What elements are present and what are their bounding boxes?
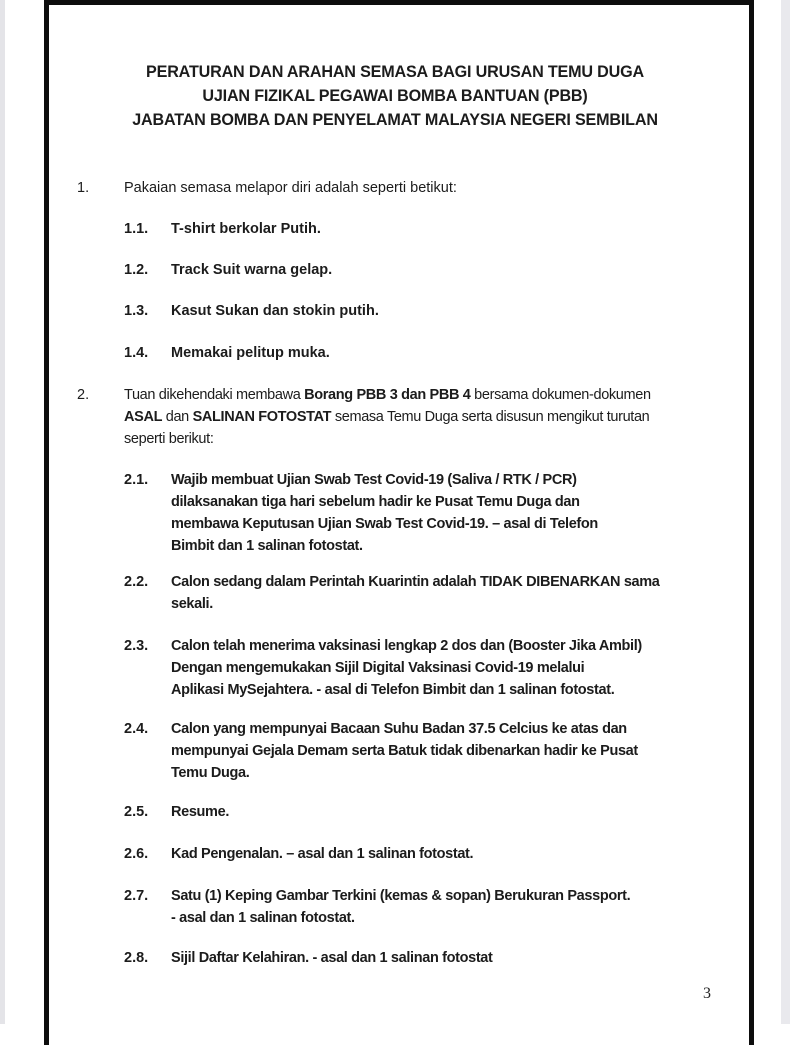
text-line: Satu (1) Keping Gambar Terkini (kemas & sopan) Berukuran Passport. xyxy=(171,888,631,904)
item-number: 1.3. xyxy=(124,303,149,319)
text-line: dilaksanakan tiga hari sebelum hadir ke Pusat Temu Duga dan xyxy=(171,494,580,510)
text-run: semasa Temu Duga serta disusun mengikut turutan xyxy=(331,409,650,425)
viewer-edge-left xyxy=(0,0,5,1024)
text-line: Wajib membuat Ujian Swab Test Covid-19 (Saliva / RTK / PCR) xyxy=(171,472,577,488)
bold-text-run: ASAL xyxy=(124,409,163,425)
text-line: Sijil Daftar Kelahiran. - asal dan 1 salinan fotostat xyxy=(171,950,493,966)
text-line: Temu Duga. xyxy=(171,765,250,781)
item-number: 2.3. xyxy=(124,638,149,654)
section-number: 1. xyxy=(77,180,90,196)
section-text xyxy=(124,384,724,450)
section-text: Pakaian semasa melapor diri adalah seperti betikut: xyxy=(124,180,457,196)
item-number: 2.1. xyxy=(124,472,149,488)
item-text xyxy=(171,801,731,823)
item-text: Memakai pelitup muka. xyxy=(171,345,330,361)
item-text xyxy=(171,718,731,784)
text-line: Dengan mengemukakan Sijil Digital Vaksinasi Covid-19 melalui xyxy=(171,660,585,676)
text-line: sekali. xyxy=(171,596,213,612)
text-line: - asal dan 1 salinan fotostat. xyxy=(171,910,355,926)
viewer-edge-right xyxy=(781,0,790,1024)
text-line: Kad Pengenalan. – asal dan 1 salinan fotostat. xyxy=(171,846,474,862)
text-line: Calon telah menerima vaksinasi lengkap 2 dos dan (Booster Jika Ambil) xyxy=(171,638,642,654)
text-run: dan xyxy=(162,409,193,425)
text-line: Bimbit dan 1 salinan fotostat. xyxy=(171,538,363,554)
item-number: 2.2. xyxy=(124,574,149,590)
item-number: 2.7. xyxy=(124,888,149,904)
item-number: 1.1. xyxy=(124,221,149,237)
item-text xyxy=(171,843,731,865)
text-line: Calon yang mempunyai Bacaan Suhu Badan 37.5 Celcius ke atas dan xyxy=(171,721,627,737)
title-line-2: UJIAN FIZIKAL PEGAWAI BOMBA BANTUAN (PBB) xyxy=(202,86,588,105)
page-number: 3 xyxy=(703,985,711,1002)
title-line-3: JABATAN BOMBA DAN PENYELAMAT MALAYSIA NEGERI SEMBILAN xyxy=(132,110,658,129)
text-line: membawa Keputusan Ujian Swab Test Covid-19. – asal di Telefon xyxy=(171,516,598,532)
bold-text-run: SALINAN FOTOSTAT xyxy=(192,409,332,425)
text-line: mempunyai Gejala Demam serta Batuk tidak dibenarkan hadir ke Pusat xyxy=(171,743,638,759)
text-run: Tuan dikehendaki membawa xyxy=(124,387,305,403)
item-number: 2.6. xyxy=(124,846,149,862)
text-line: Aplikasi MySejahtera. - asal di Telefon Bimbit dan 1 salinan fotostat. xyxy=(171,682,615,698)
title-line-1: PERATURAN DAN ARAHAN SEMASA BAGI URUSAN TEMU DUGA xyxy=(146,62,644,81)
text-line: Resume. xyxy=(171,804,229,820)
item-text xyxy=(171,571,731,615)
item-text xyxy=(171,635,731,701)
item-text: T-shirt berkolar Putih. xyxy=(171,221,321,237)
item-number: 2.4. xyxy=(124,721,149,737)
section-number: 2. xyxy=(77,387,90,403)
item-number: 1.4. xyxy=(124,345,149,361)
item-text: Kasut Sukan dan stokin putih. xyxy=(171,303,379,319)
item-number: 2.5. xyxy=(124,804,149,820)
text-run: bersama dokumen-dokumen xyxy=(470,387,651,403)
text-run: seperti berikut: xyxy=(124,431,214,447)
item-number: 2.8. xyxy=(124,950,149,966)
item-number: 1.2. xyxy=(124,262,149,278)
bold-text-run: Borang PBB 3 dan PBB 4 xyxy=(304,387,471,403)
item-text xyxy=(171,469,731,557)
item-text: Track Suit warna gelap. xyxy=(171,262,333,278)
text-line: Calon sedang dalam Perintah Kuarintin adalah TIDAK DIBENARKAN sama xyxy=(171,574,660,590)
item-text xyxy=(171,947,731,969)
item-text xyxy=(171,885,731,929)
